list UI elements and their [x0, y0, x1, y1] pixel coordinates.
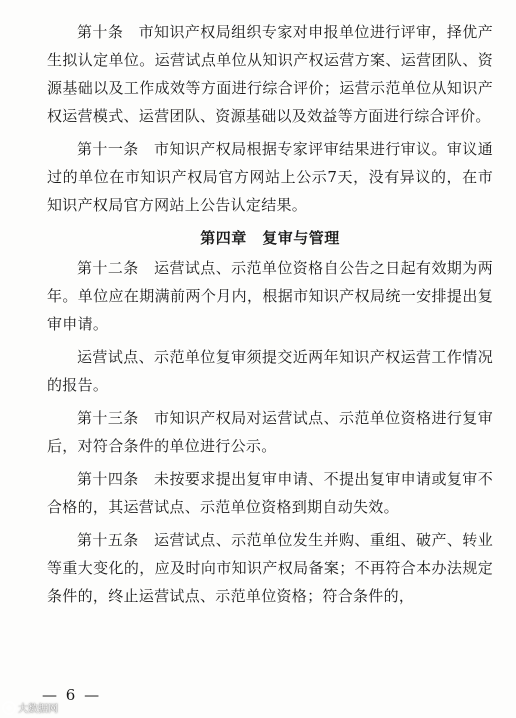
- article-12: 第十二条 运营试点、示范单位资格自公告之日起有效期为两年。单位应在期满前两个月内，根据市知识产权局统一安排提出复审申请。: [47, 259, 493, 333]
- article-13: 第十三条 市知识产权局对运营试点、示范单位资格进行复审后，对符合条件的单位进行公示。: [47, 409, 493, 455]
- chapter-heading: 第四章 复审与管理: [200, 229, 340, 247]
- watermark-text: 大数据网: [18, 704, 58, 715]
- logo-icon: [2, 701, 16, 715]
- review-report-paragraph: 运营试点、示范单位复审须提交近两年知识产权运营工作情况的报告。: [47, 348, 493, 394]
- page-number: — 6 —: [42, 686, 102, 704]
- article-10: 第十条 市知识产权局组织专家对申报单位进行评审，择优产生拟认定单位。运营试点单位从知识产权运营方案、运营团队、资源基础以及工作成效等方面进行综合评价；运营示范单位从知识产权运营模式、运营团队、资源基础以及效益等方面进行综合评价。: [47, 23, 493, 125]
- document-body: [47, 18, 493, 615]
- article-11: 第十一条 市知识产权局根据专家评审结果进行审议。审议通过的单位在市知识产权局官方网站上公示7天，没有异议的，在市知识产权局官方网站上公告认定结果。: [47, 140, 493, 214]
- article-15: 第十五条 运营试点、示范单位发生并购、重组、破产、转业等重大变化的，应及时向市知识产权局备案；不再符合本办法规定条件的，终止运营试点、示范单位资格；符合条件的，: [47, 531, 493, 605]
- article-14: 第十四条 未按要求提出复审申请、不提出复审申请或复审不合格的，其运营试点、示范单位资格到期自动失效。: [47, 470, 493, 516]
- watermark: [2, 700, 58, 715]
